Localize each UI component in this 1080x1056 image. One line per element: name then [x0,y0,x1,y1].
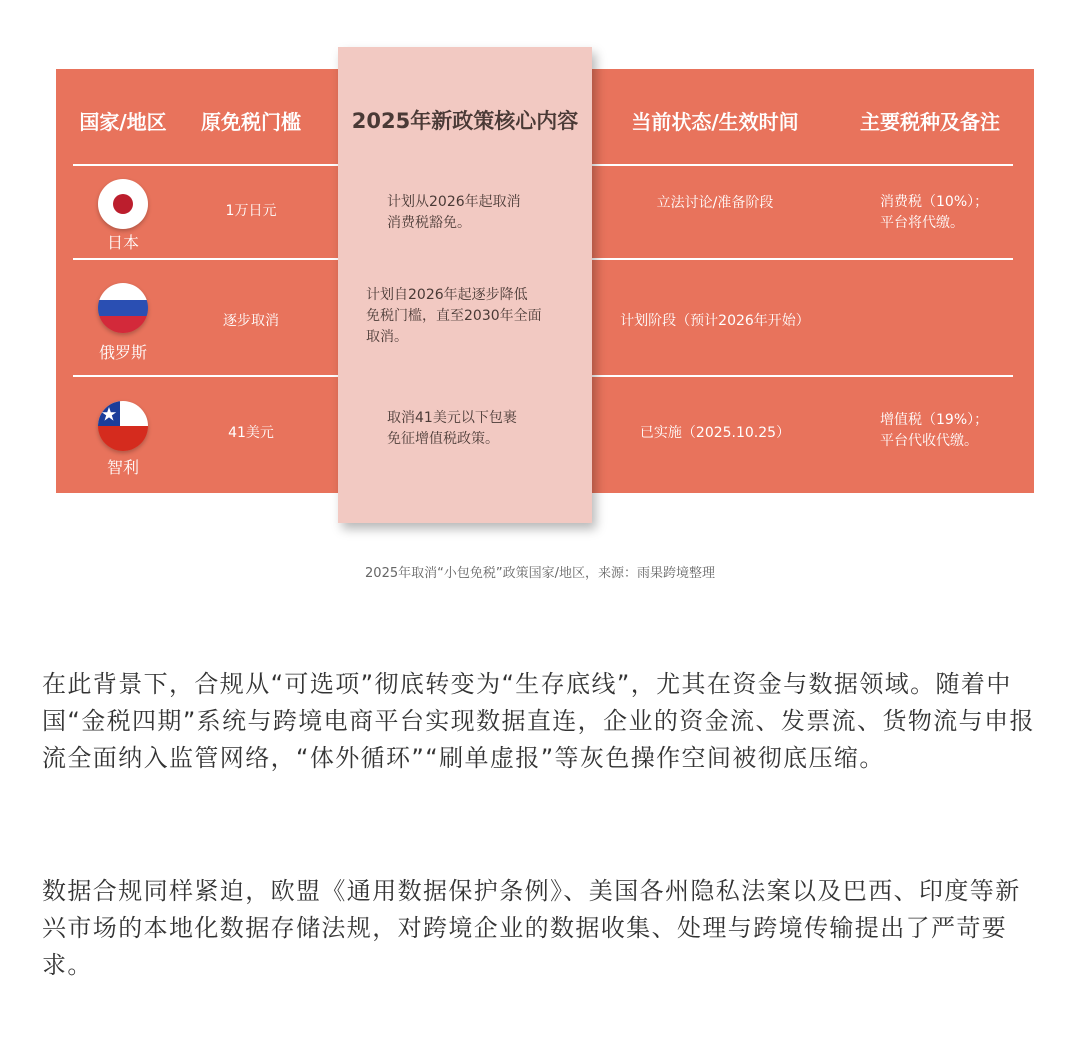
policy-cell [387,408,587,452]
notes-cell [880,192,1020,236]
policy-line: 取消41美元以下包裹 [387,410,517,426]
notes-line: 平台将代缴。 [880,215,964,231]
header-policy: 2025年新政策核心内容 [351,109,579,133]
country-name: 智利 [106,458,139,477]
notes-line: 增值税（19%）； [880,412,989,428]
status-cell: 已实施（2025.10.25） [639,424,791,441]
header-status: 当前状态/生效时间 [631,109,799,134]
policy-cell [366,285,588,351]
notes-cell [880,410,1020,454]
country-name: 俄罗斯 [98,343,147,362]
notes-line: 平台代收代缴。 [880,433,978,449]
table-caption: 2025年取消“小包免税”政策国家/地区，来源：雨果跨境整理 [365,566,715,581]
body-paragraph: 数据合规同样紧迫，欧盟《通用数据保护条例》、美国各州隐私法案以及巴西、印度等新兴市场的本地化数据存储法规，对跨境企业的数据收集、处理与跨境传输提出了严苛要求。 [42,877,1021,979]
policy-line: 计划从2026年起取消 [387,194,521,210]
header-country: 国家/地区 [79,109,167,134]
header-threshold: 原免税门槛 [201,109,301,134]
country-name: 日本 [106,233,139,252]
chile-flag-icon [98,401,148,451]
policy-line: 免征增值税政策。 [387,431,499,447]
policy-line: 免税门槛，直至2030年全面 [366,308,542,324]
threshold-cell: 1万日元 [225,202,277,219]
policy-line: 计划自2026年起逐步降低 [366,287,528,303]
header-notes: 主要税种及备注 [860,109,1000,134]
threshold-cell: 41美元 [228,424,274,441]
threshold-cell: 逐步取消 [223,312,279,329]
policy-line: 消费税豁免。 [387,215,471,231]
russia-flag-icon [98,283,148,333]
body-paragraph: 在此背景下，合规从“可选项”彻底转变为“生存底线”，尤其在资金与数据领域。随着中国“金税四期”系统与跨境电商平台实现数据直连，企业的资金流、发票流、货物流与申报流全面纳入监管网络，“体外循环”“刷单虚报”等灰色操作空间被彻底压缩。 [42,670,1035,772]
status-cell: 立法讨论/准备阶段 [656,194,774,211]
notes-line: 消费税（10%）； [880,194,989,210]
japan-flag-icon [98,179,148,229]
policy-cell [387,192,587,236]
policy-line: 取消。 [366,329,408,345]
status-cell: 计划阶段（预计2026年开始） [620,312,810,329]
